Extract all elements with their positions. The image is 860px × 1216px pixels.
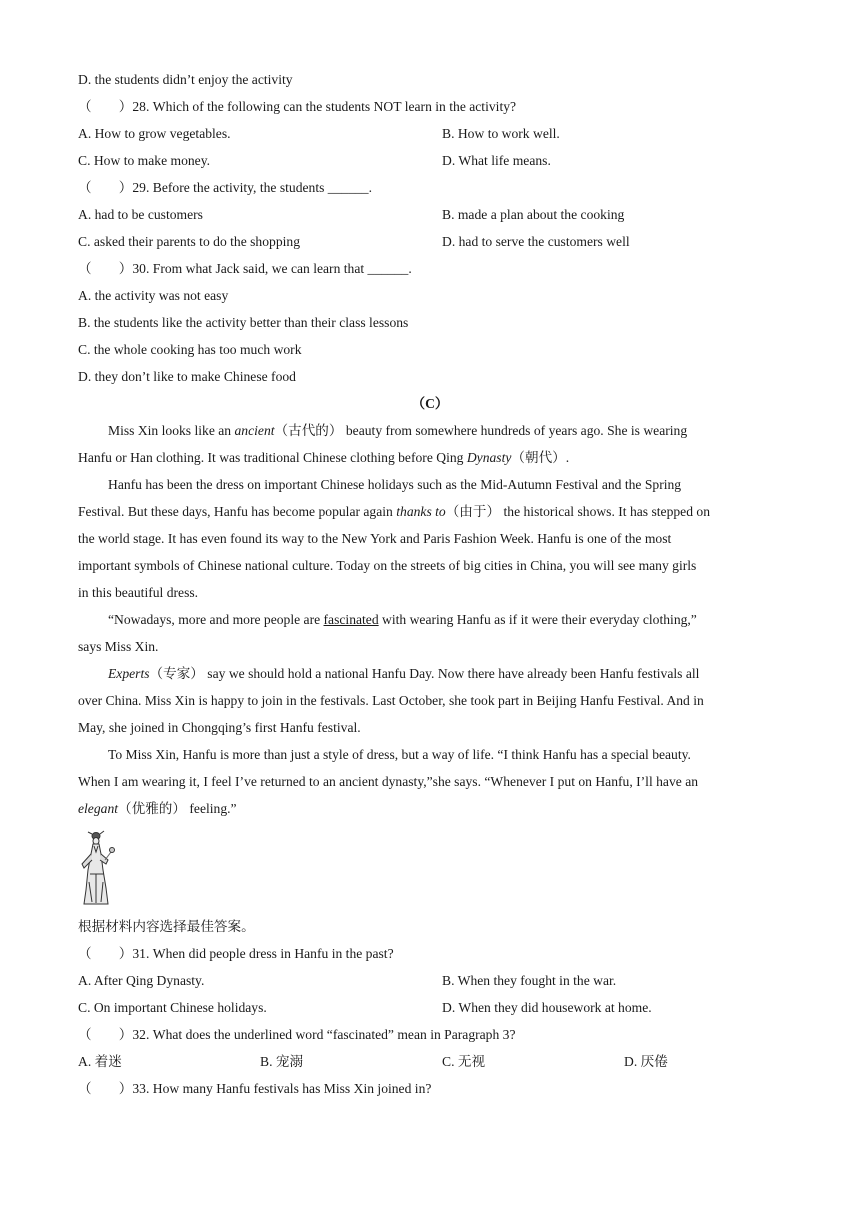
q33-stem: （ ）33. How many Hanfu festivals has Miss Xin joined in?	[78, 1081, 432, 1096]
passage-text: （由于） the historical shows. It has stepped on	[445, 504, 711, 519]
passage-line: May, she joined in Chongqing’s first Hanfu festival.	[78, 720, 361, 735]
section-c-heading: （C）	[411, 396, 449, 411]
passage-text: （朝代）.	[511, 450, 570, 465]
q32-option-b: B. 宠溺	[260, 1054, 304, 1069]
passage-line: over China. Miss Xin is happy to join in the festivals. Last October, she took part in Beijing Hanfu Festival. And in	[78, 693, 704, 708]
q30-option-c: C. the whole cooking has too much work	[78, 342, 302, 357]
q32-option-a: A. 着迷	[78, 1054, 122, 1069]
passage-italic-word: ancient	[234, 423, 275, 438]
q29-option-d: D. had to serve the customers well	[442, 234, 630, 249]
passage-line: Hanfu has been the dress on important Chinese holidays such as the Mid-Autumn Festival and the Spring	[108, 477, 682, 492]
q28-option-d: D. What life means.	[442, 153, 551, 168]
q28-option-c: C. How to make money.	[78, 153, 211, 168]
q29-option-b: B. made a plan about the cooking	[442, 207, 625, 222]
passage-text: Miss Xin looks like an	[108, 423, 235, 438]
instruction-text: 根据材料内容选择最佳答案。	[78, 919, 255, 934]
q31-stem: （ ）31. When did people dress in Hanfu in the past?	[78, 946, 394, 961]
q31-option-a: A. After Qing Dynasty.	[78, 973, 205, 988]
passage-text: Hanfu or Han clothing. It was traditional Chinese clothing before Qing	[78, 450, 467, 465]
q28-option-a: A. How to grow vegetables.	[78, 126, 231, 141]
q32-stem: （ ）32. What does the underlined word “fascinated” mean in Paragraph 3?	[78, 1027, 516, 1042]
passage-line	[108, 665, 699, 683]
q31-option-c: C. On important Chinese holidays.	[78, 1000, 267, 1015]
passage-line	[78, 503, 710, 521]
passage-line: the world stage. It has even found its way to the New York and Paris Fashion Week. Hanfu is one of the most	[78, 531, 672, 546]
q30-option-d: D. they don’t like to make Chinese food	[78, 369, 296, 384]
passage-text: “Nowadays, more and more people are	[108, 612, 324, 627]
underlined-word-fascinated: fascinated	[323, 612, 379, 627]
q30-option-a: A. the activity was not easy	[78, 288, 229, 303]
passage-text: （专家） say we should hold a national Hanfu Day. Now there have already been Hanfu festivals all	[149, 666, 700, 681]
passage-text: （优雅的） feeling.”	[118, 801, 237, 816]
q32-option-d: D. 厌倦	[624, 1054, 668, 1069]
passage-line	[78, 449, 569, 467]
q31-option-d: D. When they did housework at home.	[442, 1000, 652, 1015]
passage-line: in this beautiful dress.	[78, 585, 199, 600]
passage-italic-word: elegant	[78, 801, 119, 816]
hanfu-lady-illustration	[78, 830, 118, 908]
q27-option-d: D. the students didn’t enjoy the activity	[78, 72, 293, 87]
passage-line: important symbols of Chinese national culture. Today on the streets of big cities in China, you will see many girls	[78, 558, 697, 573]
passage-italic-word: thanks to	[396, 504, 446, 519]
passage-text: Festival. But these days, Hanfu has become popular again	[78, 504, 397, 519]
passage-italic-word: Experts	[108, 666, 150, 681]
q29-option-a: A. had to be customers	[78, 207, 203, 222]
passage-line: To Miss Xin, Hanfu is more than just a style of dress, but a way of life. “I think Hanfu has a special beauty.	[108, 747, 691, 762]
q32-option-c: C. 无视	[442, 1054, 486, 1069]
q29-option-c: C. asked their parents to do the shopping	[78, 234, 300, 249]
passage-line	[108, 422, 687, 440]
passage-text: with wearing Hanfu as if it were their everyday clothing,”	[378, 612, 697, 627]
passage-text: （古代的） beauty from somewhere hundreds of years ago. She is wearing	[274, 423, 688, 438]
q28-stem: （ ）28. Which of the following can the students NOT learn in the activity?	[78, 99, 517, 114]
q28-option-b: B. How to work well.	[442, 126, 560, 141]
q31-option-b: B. When they fought in the war.	[442, 973, 617, 988]
q30-option-b: B. the students like the activity better than their class lessons	[78, 315, 409, 330]
passage-line: says Miss Xin.	[78, 639, 159, 654]
passage-italic-word: Dynasty	[466, 450, 512, 465]
passage-line	[108, 611, 697, 629]
q30-stem: （ ）30. From what Jack said, we can learn that ______.	[78, 261, 412, 276]
q29-stem: （ ）29. Before the activity, the students ______.	[78, 180, 372, 195]
passage-line: When I am wearing it, I feel I’ve returned to an ancient dynasty,”she says. “Whenever I put on Hanfu, I’ll have an	[78, 774, 699, 789]
passage-line	[78, 800, 237, 818]
